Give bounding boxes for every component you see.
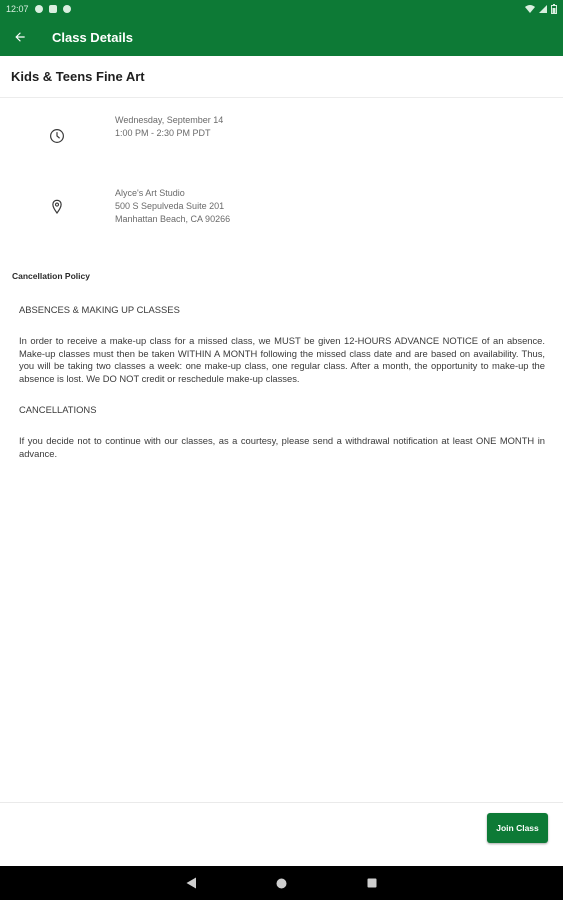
policy-section-body: In order to receive a make-up class for a missed class, we MUST be given 12-HOURS ADVANCE NOTICE of an absence. Make-up classes must then be taken WITHIN A MONTH following the missed class date and are based on availability. Thus, you will be taking two classes a week: one make-up class, one regular class. After a month, the opportunity to make-up the absence is lost. We DO NOT credit or reschedule make-up classes. bbox=[19, 334, 545, 385]
policy-body bbox=[19, 304, 545, 478]
schedule-time: 1:00 PM - 2:30 PM PDT bbox=[115, 128, 211, 138]
policy-heading: Cancellation Policy bbox=[12, 271, 90, 281]
battery-icon bbox=[551, 4, 557, 14]
notification-icon bbox=[35, 5, 43, 13]
policy-section-body: If you decide not to continue with our classes, as a courtesy, please send a withdrawal notification at least ONE MONTH in advance. bbox=[19, 434, 545, 459]
signal-icon bbox=[539, 5, 547, 13]
status-time: 12:07 bbox=[6, 4, 29, 14]
wifi-icon bbox=[525, 5, 535, 13]
join-class-button[interactable]: Join Class bbox=[487, 813, 548, 843]
nav-home-button[interactable] bbox=[273, 874, 291, 892]
location-row bbox=[0, 184, 563, 234]
location-address-line1: 500 S Sepulveda Suite 201 bbox=[115, 201, 225, 211]
triangle-back-icon bbox=[186, 877, 197, 889]
policy-section-title: ABSENCES & MAKING UP CLASSES bbox=[19, 304, 180, 315]
location-address-line2: Manhattan Beach, CA 90266 bbox=[115, 214, 231, 224]
circle-home-icon bbox=[276, 878, 287, 889]
nav-recents-button[interactable] bbox=[363, 874, 381, 892]
schedule-row bbox=[0, 110, 563, 160]
app-bar bbox=[0, 18, 563, 56]
action-bar bbox=[0, 802, 563, 866]
location-name: Alyce's Art Studio bbox=[115, 188, 185, 198]
class-title: Kids & Teens Fine Art bbox=[11, 69, 145, 84]
class-header bbox=[0, 56, 563, 98]
sync-icon bbox=[63, 5, 71, 13]
square-recents-icon bbox=[367, 878, 377, 888]
back-button[interactable] bbox=[2, 18, 38, 56]
nav-back-button[interactable] bbox=[183, 874, 201, 892]
policy-section-title: CANCELLATIONS bbox=[19, 403, 97, 415]
page-title: Class Details bbox=[52, 29, 133, 45]
system-nav-bar bbox=[0, 866, 563, 900]
arrow-left-icon bbox=[13, 30, 27, 44]
status-bar bbox=[0, 0, 563, 18]
calendar-icon bbox=[49, 5, 57, 13]
location-pin-icon bbox=[48, 198, 66, 216]
clock-icon bbox=[48, 127, 66, 145]
schedule-date: Wednesday, September 14 bbox=[115, 115, 224, 125]
